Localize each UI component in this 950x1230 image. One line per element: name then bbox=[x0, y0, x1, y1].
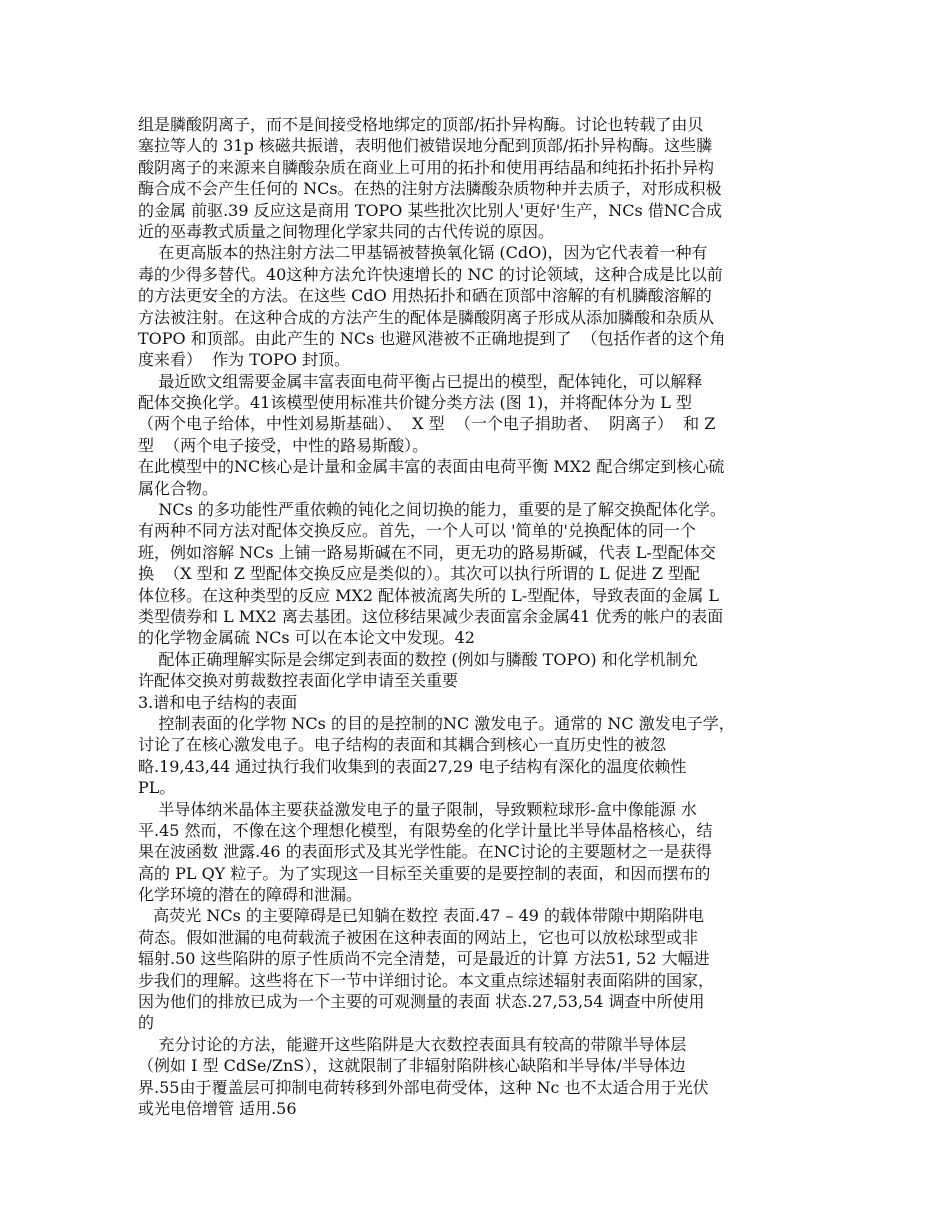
text-line: 充分讨论的方法，能避开这些陷阱是大衣数控表面具有较高的带隙半导体层 bbox=[138, 1034, 687, 1054]
text-line: TOPO 和顶部。由此产生的 NCs 也避风港被不正确地提到了 （包括作者的这个角 bbox=[138, 328, 726, 348]
text-line: 型 （两个电子接受，中性的路易斯酸）。 bbox=[138, 435, 429, 455]
text-line: 塞拉等人的 31p 核磁共振谱，表明他们被错误地分配到顶部/拓扑异构酶。这些膦 bbox=[138, 136, 713, 156]
text-line: 步我们的理解。这些将在下一节中详细讨论。本文重点综述辐射表面陷阱的国家， bbox=[138, 970, 715, 990]
text-line: 辐射.50 这些陷阱的原子性质尚不完全清楚，可是最近的计算 方法51, 52 大幅进 bbox=[138, 949, 710, 969]
text-line: 高荧光 NCs 的主要障碍是已知躺在数控 表面.47 – 49 的载体带隙中期陷阱电 bbox=[138, 906, 705, 926]
text-line: 配体正确理解实际是会绑定到表面的数控 (例如与膦酸 TOPO) 和化学机制允 bbox=[138, 649, 698, 669]
text-line: 有两种不同方法对配体交换反应。首先，一个人可以 '简单的'兑换配体的同一个 bbox=[138, 521, 696, 541]
text-line: 班，例如溶解 NCs 上铺一路易斯碱在不同，更无功的路易斯碱，代表 L-型配体交 bbox=[138, 542, 716, 562]
text-line: 类型债券和 L MX2 离去基团。这位移结果减少表面富余金属41 优秀的帐户的表面 bbox=[138, 606, 724, 626]
text-line: 方法被注射。在这种合成的方法产生的配体是膦酸阴离子形成从添加膦酸和杂质从 bbox=[138, 307, 715, 327]
text-line: 毒的少得多替代。40这种方法允许快速增长的 NC 的讨论领域，这种合成是比以前 bbox=[138, 264, 723, 284]
text-line: 或光电倍增管 适用.56 bbox=[138, 1098, 297, 1118]
section-heading: 3.谱和电子结构的表面 bbox=[138, 692, 298, 712]
text-line: 的方法更安全的方法。在这些 CdO 用热拓扑和硒在顶部中溶解的有机膦酸溶解的 bbox=[138, 286, 712, 306]
text-line: PL。 bbox=[138, 778, 176, 798]
text-line: （两个电子给体，中性刘易斯基础）、 X 型 （一个电子捐助者、 阴离子） 和 Z bbox=[138, 414, 716, 434]
text-line: 酸阴离子的来源来自膦酸杂质在商业上可用的拓扑和使用再结晶和纯拓扑拓扑异构 bbox=[138, 157, 715, 177]
text-line: 因为他们的排放已成为一个主要的可观测量的表面 状态.27,53,54 调查中所使用 bbox=[138, 992, 705, 1012]
text-line: 在更高版本的热注射方法二甲基镉被替换氧化镉 (CdO)，因为它代表着一种有 bbox=[138, 243, 708, 263]
text-line: 体位移。在这种类型的反应 MX2 配体被流离失所的 L-型配体，导致表面的金属 L bbox=[138, 585, 719, 605]
text-line: 在此模型中的NC核心是计量和金属丰富的表面由电荷平衡 MX2 配合绑定到核心硫 bbox=[138, 457, 725, 477]
text-line: 化学环境的潜在的障碍和泄漏。 bbox=[138, 885, 363, 905]
text-line: 讨论了在核心激发电子。电子结构的表面和其耦合到核心一直历史性的被忽 bbox=[138, 735, 667, 755]
text-line: 的 bbox=[138, 1013, 155, 1033]
text-line: 换 （X 型和 Z 型配体交换反应是类似的）。其次可以执行所谓的 L 促进 Z 型配 bbox=[138, 564, 701, 584]
text-line: 配体交换化学。41该模型使用标准共价键分类方法 (图 1)，并将配体分为 L 型 bbox=[138, 393, 692, 413]
text-line: 荷态。假如泄漏的电荷载流子被困在这种表面的网站上，它也可以放松球型或非 bbox=[138, 927, 699, 947]
text-line: 平.45 然而，不像在这个理想化模型，有限势垒的化学计量比半导体晶格核心，结 bbox=[138, 820, 713, 840]
text-line: （例如 I 型 CdSe/ZnS），这就限制了非辐射陷阱核心缺陷和半导体/半导体边 bbox=[138, 1056, 686, 1076]
text-line: 果在波函数 泄露.46 的表面形式及其光学性能。在NC讨论的主要题材之一是获得 bbox=[138, 842, 712, 862]
text-line: 酶合成不会产生任何的 NCs。在热的注射方法膦酸杂质物种并去质子，对形成积极 bbox=[138, 179, 722, 199]
text-line: 高的 PL QY 粒子。为了实现这一目标至关重要的是要控制的表面，和因而摆布的 bbox=[138, 863, 711, 883]
text-line: 属化合物。 bbox=[138, 478, 219, 498]
text-line: 界.55由于覆盖层可抑制电荷转移到外部电荷受体，这种 Nc 也不太适合用于光伏 bbox=[138, 1077, 709, 1097]
text-line: NCs 的多功能性严重依赖的钝化之间切换的能力，重要的是了解交换配体化学。 bbox=[138, 500, 726, 520]
text-line: 的化学物金属硫 NCs 可以在本论文中发现。42 bbox=[138, 628, 475, 648]
text-line: 度来看） 作为 TOPO 封顶。 bbox=[138, 350, 351, 370]
text-line: 组是膦酸阴离子，而不是间接受格地绑定的顶部/拓扑异构酶。讨论也转载了由贝 bbox=[138, 115, 704, 134]
text-line: 略.19,43,44 通过执行我们收集到的表面27,29 电子结构有深化的温度依赖性 bbox=[138, 756, 687, 776]
body-text bbox=[138, 114, 828, 1119]
text-line: 的金属 前驱.39 反应这是商用 TOPO 某些批次比别人'更好'生产，NCs 借NC合成 bbox=[138, 200, 723, 220]
text-line: 半导体纳米晶体主要获益激发电子的量子限制，导致颗粒球形-盒中像能源 水 bbox=[138, 799, 697, 819]
text-line: 近的巫毒教式质量之间物理化学家共同的古代传说的原因。 bbox=[138, 221, 555, 241]
text-line: 最近欧文组需要金属丰富表面电荷平衡占已提出的模型，配体钝化，可以解释 bbox=[138, 371, 703, 391]
text-line: 许配体交换对剪裁数控表面化学申请至关重要 bbox=[138, 671, 459, 691]
text-line: 控制表面的化学物 NCs 的目的是控制的NC 激发电子。通常的 NC 激发电子学， bbox=[138, 713, 735, 733]
